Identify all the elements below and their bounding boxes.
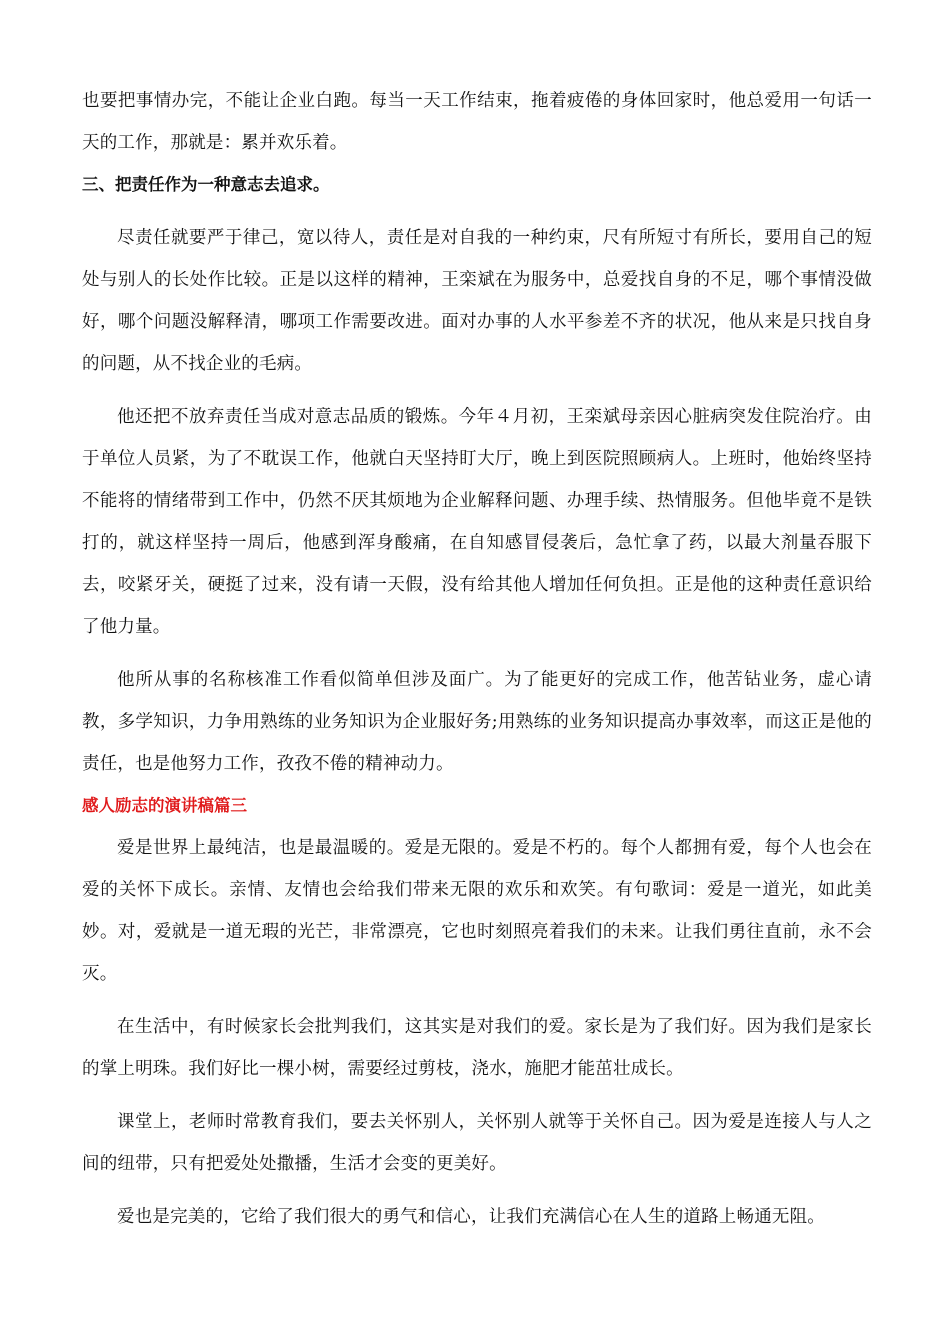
article-title-part-three: 感人励志的演讲稿篇三 <box>82 796 247 815</box>
paragraph-courage: 爱也是完美的，它给了我们很大的勇气和信心，让我们充满信心在人生的道路上畅通无阻。 <box>117 1207 825 1227</box>
paragraph-responsibility: 尽责任就要严于律己，宽以待人，责任是对自我的一种约束，尺有所短寸有所长，要用自己的短处与别人的长处作比较。正是以这样的精神，王栾斌在为服务中，总爱找自身的不足，哪个事情没做好，哪个问题没解释清，哪项工作需要改进。面对办事的人水平参差不齐的状况，他从来是只找自身的问题，从不找企业的毛病。 <box>82 228 872 374</box>
paragraph-teacher: 课堂上，老师时常教育我们，要去关怀别人，关怀别人就等于关怀自己。因为爱是连接人与人之间的纽带，只有把爱处处撒播，生活才会变的更美好。 <box>82 1112 872 1174</box>
paragraph-parents: 在生活中，有时候家长会批判我们，这其实是对我们的爱。家长是为了我们好。因为我们是家长的掌上明珠。我们好比一棵小树，需要经过剪枝，浇水，施肥才能茁壮成长。 <box>82 1017 872 1079</box>
paragraph-work: 他所从事的名称核准工作看似简单但涉及面广。为了能更好的完成工作，他苦钻业务，虚心请教，多学知识，力争用熟练的业务知识为企业服好务;用熟练的业务知识提高办事效率，而这正是他的责任，也是他努力工作，孜孜不倦的精神动力。 <box>82 670 872 774</box>
paragraph-continuation: 也要把事情办完，不能让企业白跑。每当一天工作结束，拖着疲倦的身体回家时，他总爱用一句话一天的工作，那就是：累并欢乐着。 <box>82 91 872 153</box>
section-heading-three: 三、把责任作为一种意志去追求。 <box>82 175 330 194</box>
paragraph-willpower: 他还把不放弃责任当成对意志品质的锻炼。今年４月初，王栾斌母亲因心脏病突发住院治疗。由于单位人员紧，为了不耽误工作，他就白天坚持盯大厅，晚上到医院照顾病人。上班时，他始终坚持不能将的情绪带到工作中，仍然不厌其烦地为企业解释问题、办理手续、热情服务。但他毕竟不是铁打的，就这样坚持一周后，他感到浑身酸痛，在自知感冒侵袭后，急忙拿了药，以最大剂量吞服下去，咬紧牙关，硬挺了过来，没有请一天假，没有给其他人增加任何负担。正是他的这种责任意识给了他力量。 <box>82 407 872 637</box>
document-page <box>82 80 872 1238</box>
paragraph-love-intro: 爱是世界上最纯洁，也是最温暖的。爱是无限的。爱是不朽的。每个人都拥有爱，每个人也会在爱的关怀下成长。亲情、友情也会给我们带来无限的欢乐和欢笑。有句歌词：爱是一道光，如此美妙。对，爱就是一道无瑕的光芒，非常漂亮，它也时刻照亮着我们的未来。让我们勇往直前，永不会灭。 <box>82 838 872 984</box>
